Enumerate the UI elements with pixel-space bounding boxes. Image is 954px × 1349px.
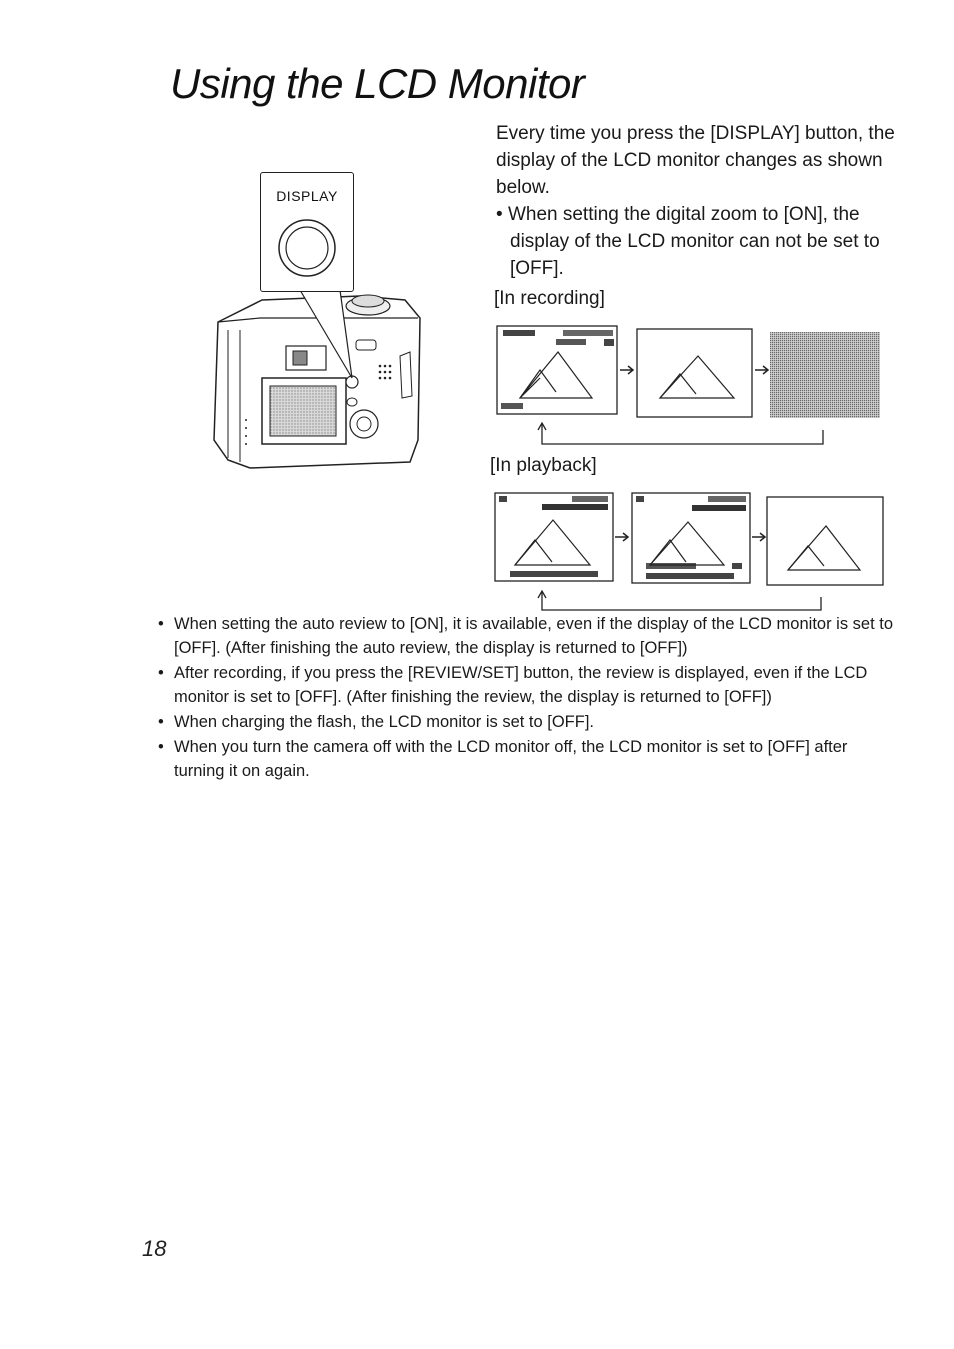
recording-label: [In recording] (494, 288, 605, 309)
note-text: When setting the auto review to [ON], it is available, even if the display of the LCD monitor is set to [OFF]. (After finishing the auto review, the display is returned to [OFF]) (174, 615, 894, 657)
notes-list (158, 612, 898, 784)
display-callout-label: DISPLAY (276, 188, 338, 204)
playback-label: [In playback] (490, 455, 597, 476)
playback-screen-with-detail (632, 493, 750, 583)
note-text: When charging the flash, the LCD monitor is set to [OFF]. (174, 713, 595, 731)
note-item: • When charging the flash, the LCD monitor is set to [OFF]. (158, 713, 595, 731)
note-item: • After recording, if you press the [REVIEW/SET] button, the review is displayed, even if the LCD monitor is set to [OFF]. (After finishing the review, the display is returned to [OFF]) (158, 664, 868, 706)
page-title: Using the LCD Monitor (170, 60, 585, 107)
note-bullet: • (496, 204, 503, 225)
note-text: After recording, if you press the [REVIEW/SET] button, the review is displayed, even if the LCD monitor is set to [OFF]. (After finishing the review, the display is returned to [OFF]) (174, 664, 868, 706)
arrow-right-icon (752, 533, 765, 541)
note-item: • When you turn the camera off with the LCD monitor off, the LCD monitor is set to [OFF] after turning it on again. (158, 738, 848, 780)
return-arrow-icon (542, 592, 821, 610)
intro-note-text: When setting the digital zoom to [ON], the display of the LCD monitor can not be set to [OFF]. (507, 204, 880, 279)
playback-screen-with-info (495, 493, 613, 581)
arrow-right-icon (615, 533, 628, 541)
note-text: When you turn the camera off with the LCD monitor off, the LCD monitor is set to [OFF] after turning it on again. (174, 738, 848, 780)
playback-screen-no-info (767, 497, 883, 585)
page-number: 18 (142, 1236, 167, 1261)
intro-paragraph: Every time you press the [DISPLAY] button, the display of the LCD monitor changes as shown below. (496, 123, 895, 198)
note-item: • When setting the auto review to [ON], it is available, even if the display of the LCD monitor is set to [OFF]. (After finishing the auto review, the display is returned to [OFF]) (158, 615, 894, 657)
